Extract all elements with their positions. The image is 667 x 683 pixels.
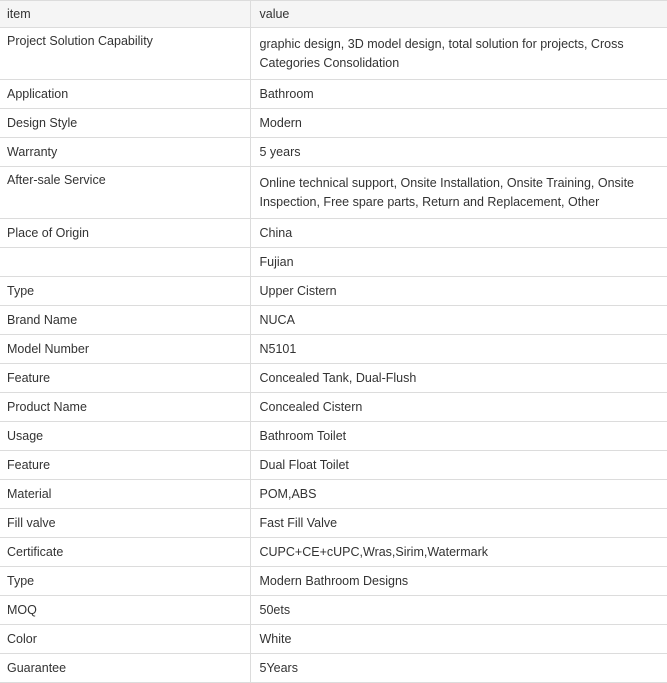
row-value: 50ets (250, 596, 667, 625)
table-row (0, 567, 667, 596)
row-item: Type (0, 567, 250, 596)
row-item: Application (0, 80, 250, 109)
table-row (0, 654, 667, 683)
row-value: Fujian (250, 248, 667, 277)
row-value: 5 years (250, 138, 667, 167)
row-item: Fill valve (0, 509, 250, 538)
row-value: 5Years (250, 654, 667, 683)
row-value: Concealed Tank, Dual-Flush (250, 364, 667, 393)
row-value: Online technical support, Onsite Installation, Onsite Training, Onsite Inspection, Free spare parts, Return and Replacement, Other (250, 167, 667, 219)
table-row (0, 538, 667, 567)
row-value: N5101 (250, 335, 667, 364)
table-row (0, 277, 667, 306)
row-item: Certificate (0, 538, 250, 567)
row-item (0, 248, 250, 277)
table-row (0, 219, 667, 248)
row-item: Color (0, 625, 250, 654)
table-header-row (0, 1, 667, 28)
table-row (0, 109, 667, 138)
row-item: Usage (0, 422, 250, 451)
row-item: Feature (0, 451, 250, 480)
row-value: Concealed Cistern (250, 393, 667, 422)
row-item: Material (0, 480, 250, 509)
table-row (0, 248, 667, 277)
row-value: graphic design, 3D model design, total solution for projects, Cross Categories Consolidation (250, 28, 667, 80)
table-row (0, 451, 667, 480)
row-item: After-sale Service (0, 167, 250, 219)
row-item: Feature (0, 364, 250, 393)
row-value: Dual Float Toilet (250, 451, 667, 480)
row-value: Bathroom Toilet (250, 422, 667, 451)
row-value: CUPC+CE+cUPC,Wras,Sirim,Watermark (250, 538, 667, 567)
row-value: Modern (250, 109, 667, 138)
row-value: NUCA (250, 306, 667, 335)
table-row (0, 167, 667, 219)
row-item: Guarantee (0, 654, 250, 683)
row-value: Modern Bathroom Designs (250, 567, 667, 596)
table-row (0, 138, 667, 167)
table-row (0, 306, 667, 335)
table-row (0, 28, 667, 80)
row-item: Type (0, 277, 250, 306)
row-value: Upper Cistern (250, 277, 667, 306)
table-row (0, 335, 667, 364)
table-row (0, 480, 667, 509)
table-row (0, 596, 667, 625)
row-item: MOQ (0, 596, 250, 625)
row-item: Model Number (0, 335, 250, 364)
row-item: Project Solution Capability (0, 28, 250, 80)
table-row (0, 422, 667, 451)
table-row (0, 80, 667, 109)
table-row (0, 625, 667, 654)
row-item: Place of Origin (0, 219, 250, 248)
row-item: Product Name (0, 393, 250, 422)
row-value: Bathroom (250, 80, 667, 109)
row-item: Warranty (0, 138, 250, 167)
header-item: item (0, 1, 250, 28)
table-row (0, 509, 667, 538)
row-value: White (250, 625, 667, 654)
row-item: Brand Name (0, 306, 250, 335)
row-value: Fast Fill Valve (250, 509, 667, 538)
table-row (0, 364, 667, 393)
header-value: value (250, 1, 667, 28)
row-item: Design Style (0, 109, 250, 138)
table-row (0, 393, 667, 422)
row-value: POM,ABS (250, 480, 667, 509)
row-value: China (250, 219, 667, 248)
